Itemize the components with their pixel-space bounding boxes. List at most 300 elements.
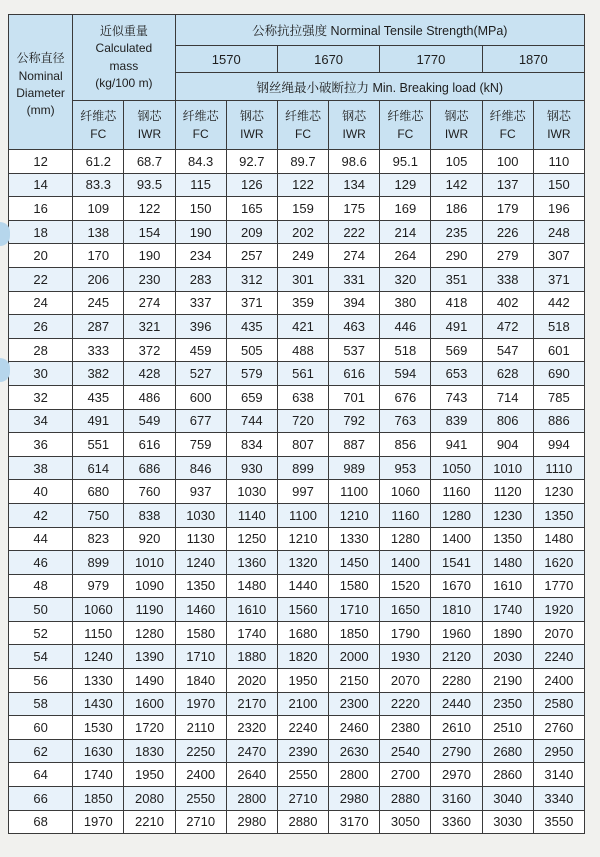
value-cell: 1350 (533, 503, 584, 527)
value-cell: 1960 (431, 621, 482, 645)
value-cell: 2280 (431, 669, 482, 693)
value-cell: 1090 (124, 574, 175, 598)
value-cell: 1930 (380, 645, 431, 669)
value-cell: 257 (226, 244, 277, 268)
value-cell: 1850 (73, 787, 124, 811)
header-steel-core (226, 101, 277, 150)
value-cell: 3550 (533, 810, 584, 834)
table-row (9, 385, 585, 409)
header-steel-core (533, 101, 584, 150)
header-mass-line: 近似重量 (99, 23, 148, 38)
value-cell: 150 (175, 197, 226, 221)
value-cell: 743 (431, 385, 482, 409)
value-cell: 505 (226, 338, 277, 362)
value-cell: 2400 (175, 763, 226, 787)
value-cell: 792 (329, 409, 380, 433)
value-cell: 249 (277, 244, 328, 268)
core-row (9, 101, 585, 150)
value-cell: 2380 (380, 716, 431, 740)
header-steel-core (431, 101, 482, 150)
header-grade-1670: 1670 (277, 46, 379, 73)
value-cell: 2210 (124, 810, 175, 834)
value-cell: 638 (277, 385, 328, 409)
value-cell: 1890 (482, 621, 533, 645)
value-cell: 159 (277, 197, 328, 221)
value-cell: 226 (482, 220, 533, 244)
value-cell: 2970 (431, 763, 482, 787)
value-cell: 2700 (380, 763, 431, 787)
header-fiber-core-line: FC (499, 127, 516, 141)
value-cell: 109 (73, 197, 124, 221)
value-cell: 1840 (175, 669, 226, 693)
value-cell: 846 (175, 456, 226, 480)
value-cell: 1670 (431, 574, 482, 598)
value-cell: 2710 (175, 810, 226, 834)
table-row (9, 669, 585, 693)
value-cell: 2120 (431, 645, 482, 669)
value-cell: 2300 (329, 692, 380, 716)
diameter-cell: 36 (9, 433, 73, 457)
value-cell: 2390 (277, 739, 328, 763)
table-row (9, 551, 585, 575)
value-cell: 2100 (277, 692, 328, 716)
value-cell: 382 (73, 362, 124, 386)
value-cell: 979 (73, 574, 124, 598)
value-cell: 760 (124, 480, 175, 504)
table-row (9, 692, 585, 716)
header-fiber-core-line: FC (192, 127, 209, 141)
value-cell: 1810 (431, 598, 482, 622)
value-cell: 100 (482, 150, 533, 174)
value-cell: 1560 (277, 598, 328, 622)
table-row (9, 527, 585, 551)
value-cell: 110 (533, 150, 584, 174)
value-cell: 1740 (73, 763, 124, 787)
value-cell: 1950 (277, 669, 328, 693)
value-cell: 601 (533, 338, 584, 362)
value-cell: 3030 (482, 810, 533, 834)
value-cell: 1360 (226, 551, 277, 575)
value-cell: 1240 (175, 551, 226, 575)
header-steel-core-line: IWR (137, 127, 162, 141)
value-cell: 235 (431, 220, 482, 244)
diameter-cell: 66 (9, 787, 73, 811)
value-cell: 2350 (482, 692, 533, 716)
value-cell: 371 (226, 291, 277, 315)
value-cell: 2860 (482, 763, 533, 787)
value-cell: 142 (431, 173, 482, 197)
value-cell: 677 (175, 409, 226, 433)
value-cell: 1280 (124, 621, 175, 645)
header-fiber-core-line: 纤维芯 (80, 109, 117, 123)
value-cell: 2610 (431, 716, 482, 740)
header-grade-1570: 1570 (175, 46, 277, 73)
header-diameter-line: 公称直径 (16, 51, 65, 66)
value-cell: 418 (431, 291, 482, 315)
value-cell: 899 (277, 456, 328, 480)
value-cell: 222 (329, 220, 380, 244)
value-cell: 1970 (73, 810, 124, 834)
value-cell: 137 (482, 173, 533, 197)
value-cell: 1330 (329, 527, 380, 551)
value-cell: 2150 (329, 669, 380, 693)
value-cell: 122 (277, 173, 328, 197)
value-cell: 1830 (124, 739, 175, 763)
value-cell: 616 (124, 433, 175, 457)
table-row (9, 197, 585, 221)
value-cell: 1790 (380, 621, 431, 645)
value-cell: 579 (226, 362, 277, 386)
value-cell: 190 (124, 244, 175, 268)
value-cell: 463 (329, 315, 380, 339)
value-cell: 1460 (175, 598, 226, 622)
value-cell: 989 (329, 456, 380, 480)
value-cell: 307 (533, 244, 584, 268)
value-cell: 206 (73, 267, 124, 291)
diameter-cell: 52 (9, 621, 73, 645)
header-calculated-mass (73, 15, 175, 101)
header-mass-line: (kg/100 m) (95, 75, 153, 90)
value-cell: 2510 (482, 716, 533, 740)
value-cell: 95.1 (380, 150, 431, 174)
header-fiber-core (380, 101, 431, 150)
header-steel-core-line: 钢芯 (546, 109, 571, 123)
value-cell: 2540 (380, 739, 431, 763)
value-cell: 351 (431, 267, 482, 291)
value-cell: 838 (124, 503, 175, 527)
table-row (9, 574, 585, 598)
value-cell: 371 (533, 267, 584, 291)
header-steel-core-line: IWR (240, 127, 264, 141)
value-cell: 1740 (226, 621, 277, 645)
value-cell: 380 (380, 291, 431, 315)
value-cell: 435 (226, 315, 277, 339)
value-cell: 616 (329, 362, 380, 386)
value-cell: 230 (124, 267, 175, 291)
value-cell: 686 (124, 456, 175, 480)
value-cell: 785 (533, 385, 584, 409)
header-diameter-line: Nominal (18, 68, 63, 83)
header-steel-core-line: IWR (547, 127, 571, 141)
value-cell: 234 (175, 244, 226, 268)
table-row (9, 267, 585, 291)
table-row (9, 456, 585, 480)
value-cell: 283 (175, 267, 226, 291)
value-cell: 1280 (431, 503, 482, 527)
value-cell: 3360 (431, 810, 482, 834)
value-cell: 248 (533, 220, 584, 244)
value-cell: 1610 (482, 574, 533, 598)
value-cell: 92.7 (226, 150, 277, 174)
value-cell: 1100 (329, 480, 380, 504)
header-grade-1870: 1870 (482, 46, 584, 73)
value-cell: 459 (175, 338, 226, 362)
value-cell: 170 (73, 244, 124, 268)
value-cell: 214 (380, 220, 431, 244)
value-cell: 1010 (482, 456, 533, 480)
header-steel-core-line: IWR (342, 127, 366, 141)
value-cell: 312 (226, 267, 277, 291)
value-cell: 1770 (533, 574, 584, 598)
value-cell: 594 (380, 362, 431, 386)
value-cell: 301 (277, 267, 328, 291)
value-cell: 287 (73, 315, 124, 339)
diameter-cell: 12 (9, 150, 73, 174)
value-cell: 1150 (73, 621, 124, 645)
value-cell: 186 (431, 197, 482, 221)
value-cell: 2080 (124, 787, 175, 811)
value-cell: 1440 (277, 574, 328, 598)
header-fiber-core-line: FC (294, 127, 311, 141)
value-cell: 1480 (226, 574, 277, 598)
value-cell: 1130 (175, 527, 226, 551)
value-cell: 680 (73, 480, 124, 504)
diameter-cell: 64 (9, 763, 73, 787)
value-cell: 421 (277, 315, 328, 339)
value-cell: 930 (226, 456, 277, 480)
table-row (9, 150, 585, 174)
wire-rope-spec-table (8, 14, 585, 834)
value-cell: 190 (175, 220, 226, 244)
value-cell: 169 (380, 197, 431, 221)
value-cell: 1820 (277, 645, 328, 669)
header-steel-core (329, 101, 380, 150)
value-cell: 3170 (329, 810, 380, 834)
value-cell: 2020 (226, 669, 277, 693)
table-row (9, 598, 585, 622)
diameter-cell: 44 (9, 527, 73, 551)
value-cell: 1650 (380, 598, 431, 622)
table-row (9, 173, 585, 197)
diameter-cell: 14 (9, 173, 73, 197)
header-fiber-core-line: FC (397, 127, 414, 141)
value-cell: 807 (277, 433, 328, 457)
value-cell: 2800 (226, 787, 277, 811)
header-fiber-core (482, 101, 533, 150)
diameter-cell: 60 (9, 716, 73, 740)
diameter-cell: 46 (9, 551, 73, 575)
value-cell: 179 (482, 197, 533, 221)
value-cell: 3140 (533, 763, 584, 787)
value-cell: 1230 (533, 480, 584, 504)
diameter-cell: 16 (9, 197, 73, 221)
value-cell: 1920 (533, 598, 584, 622)
value-cell: 446 (380, 315, 431, 339)
table-row (9, 315, 585, 339)
value-cell: 937 (175, 480, 226, 504)
value-cell: 1630 (73, 739, 124, 763)
value-cell: 2400 (533, 669, 584, 693)
value-cell: 763 (380, 409, 431, 433)
value-cell: 2000 (329, 645, 380, 669)
value-cell: 1330 (73, 669, 124, 693)
value-cell: 105 (431, 150, 482, 174)
value-cell: 2980 (329, 787, 380, 811)
value-cell: 1060 (380, 480, 431, 504)
value-cell: 1450 (329, 551, 380, 575)
value-cell: 333 (73, 338, 124, 362)
value-cell: 3040 (482, 787, 533, 811)
value-cell: 1490 (124, 669, 175, 693)
diameter-cell: 18 (9, 220, 73, 244)
value-cell: 84.3 (175, 150, 226, 174)
value-cell: 2440 (431, 692, 482, 716)
table-row (9, 244, 585, 268)
value-cell: 435 (73, 385, 124, 409)
value-cell: 2170 (226, 692, 277, 716)
value-cell: 1030 (226, 480, 277, 504)
value-cell: 98.6 (329, 150, 380, 174)
value-cell: 1530 (73, 716, 124, 740)
value-cell: 690 (533, 362, 584, 386)
value-cell: 264 (380, 244, 431, 268)
value-cell: 1390 (124, 645, 175, 669)
value-cell: 1680 (277, 621, 328, 645)
value-cell: 527 (175, 362, 226, 386)
value-cell: 1880 (226, 645, 277, 669)
header-fiber-core-line: 纤维芯 (284, 109, 321, 123)
value-cell: 823 (73, 527, 124, 551)
value-cell: 1210 (277, 527, 328, 551)
value-cell: 129 (380, 173, 431, 197)
table-row (9, 291, 585, 315)
table-row (9, 338, 585, 362)
value-cell: 2550 (277, 763, 328, 787)
value-cell: 676 (380, 385, 431, 409)
diameter-cell: 32 (9, 385, 73, 409)
value-cell: 320 (380, 267, 431, 291)
header-grade-1770: 1770 (380, 46, 482, 73)
value-cell: 2880 (380, 787, 431, 811)
value-cell: 886 (533, 409, 584, 433)
value-cell: 68.7 (124, 150, 175, 174)
value-cell: 2460 (329, 716, 380, 740)
value-cell: 720 (277, 409, 328, 433)
value-cell: 953 (380, 456, 431, 480)
header-mass-line: Calculated (95, 41, 153, 56)
value-cell: 2680 (482, 739, 533, 763)
diameter-cell: 68 (9, 810, 73, 834)
value-cell: 61.2 (73, 150, 124, 174)
value-cell: 887 (329, 433, 380, 457)
value-cell: 561 (277, 362, 328, 386)
value-cell: 628 (482, 362, 533, 386)
table-row (9, 220, 585, 244)
value-cell: 659 (226, 385, 277, 409)
value-cell: 2880 (277, 810, 328, 834)
value-cell: 1480 (482, 551, 533, 575)
value-cell: 472 (482, 315, 533, 339)
value-cell: 138 (73, 220, 124, 244)
value-cell: 486 (124, 385, 175, 409)
diameter-cell: 30 (9, 362, 73, 386)
value-cell: 1950 (124, 763, 175, 787)
value-cell: 290 (431, 244, 482, 268)
value-cell: 1430 (73, 692, 124, 716)
header-diameter-line: Diameter (16, 86, 65, 100)
value-cell: 1850 (329, 621, 380, 645)
value-cell: 1720 (124, 716, 175, 740)
value-cell: 2190 (482, 669, 533, 693)
value-cell: 2800 (329, 763, 380, 787)
value-cell: 442 (533, 291, 584, 315)
header-tensile-strength: 公称抗拉强度 Norminal Tensile Strength(MPa) (175, 15, 584, 46)
table-row (9, 503, 585, 527)
value-cell: 2070 (533, 621, 584, 645)
value-cell: 537 (329, 338, 380, 362)
value-cell: 547 (482, 338, 533, 362)
header-fiber-core-line: FC (90, 127, 107, 141)
value-cell: 2580 (533, 692, 584, 716)
diameter-cell: 48 (9, 574, 73, 598)
table-body (9, 150, 585, 834)
value-cell: 1710 (329, 598, 380, 622)
value-cell: 396 (175, 315, 226, 339)
value-cell: 1740 (482, 598, 533, 622)
table-row (9, 645, 585, 669)
value-cell: 1970 (175, 692, 226, 716)
value-cell: 2110 (175, 716, 226, 740)
diameter-cell: 58 (9, 692, 73, 716)
value-cell: 491 (73, 409, 124, 433)
value-cell: 331 (329, 267, 380, 291)
value-cell: 1400 (380, 551, 431, 575)
table-row (9, 621, 585, 645)
value-cell: 834 (226, 433, 277, 457)
diameter-cell: 28 (9, 338, 73, 362)
value-cell: 3160 (431, 787, 482, 811)
value-cell: 1480 (533, 527, 584, 551)
value-cell: 701 (329, 385, 380, 409)
table-row (9, 810, 585, 834)
table-row (9, 480, 585, 504)
value-cell: 1320 (277, 551, 328, 575)
value-cell: 165 (226, 197, 277, 221)
value-cell: 321 (124, 315, 175, 339)
value-cell: 994 (533, 433, 584, 457)
value-cell: 3050 (380, 810, 431, 834)
diameter-cell: 38 (9, 456, 73, 480)
value-cell: 394 (329, 291, 380, 315)
value-cell: 2790 (431, 739, 482, 763)
table-row (9, 763, 585, 787)
value-cell: 1350 (175, 574, 226, 598)
value-cell: 904 (482, 433, 533, 457)
diameter-cell: 56 (9, 669, 73, 693)
header-steel-core-line: IWR (444, 127, 469, 141)
value-cell: 2980 (226, 810, 277, 834)
table-row (9, 362, 585, 386)
diameter-cell: 42 (9, 503, 73, 527)
value-cell: 122 (124, 197, 175, 221)
header-fiber-core-line: 纤维芯 (182, 109, 219, 123)
diameter-cell: 50 (9, 598, 73, 622)
value-cell: 899 (73, 551, 124, 575)
value-cell: 600 (175, 385, 226, 409)
value-cell: 428 (124, 362, 175, 386)
value-cell: 196 (533, 197, 584, 221)
value-cell: 806 (482, 409, 533, 433)
value-cell: 1240 (73, 645, 124, 669)
value-cell: 3340 (533, 787, 584, 811)
value-cell: 2950 (533, 739, 584, 763)
value-cell: 518 (380, 338, 431, 362)
value-cell: 2760 (533, 716, 584, 740)
value-cell: 614 (73, 456, 124, 480)
value-cell: 750 (73, 503, 124, 527)
value-cell: 274 (329, 244, 380, 268)
value-cell: 1160 (431, 480, 482, 504)
